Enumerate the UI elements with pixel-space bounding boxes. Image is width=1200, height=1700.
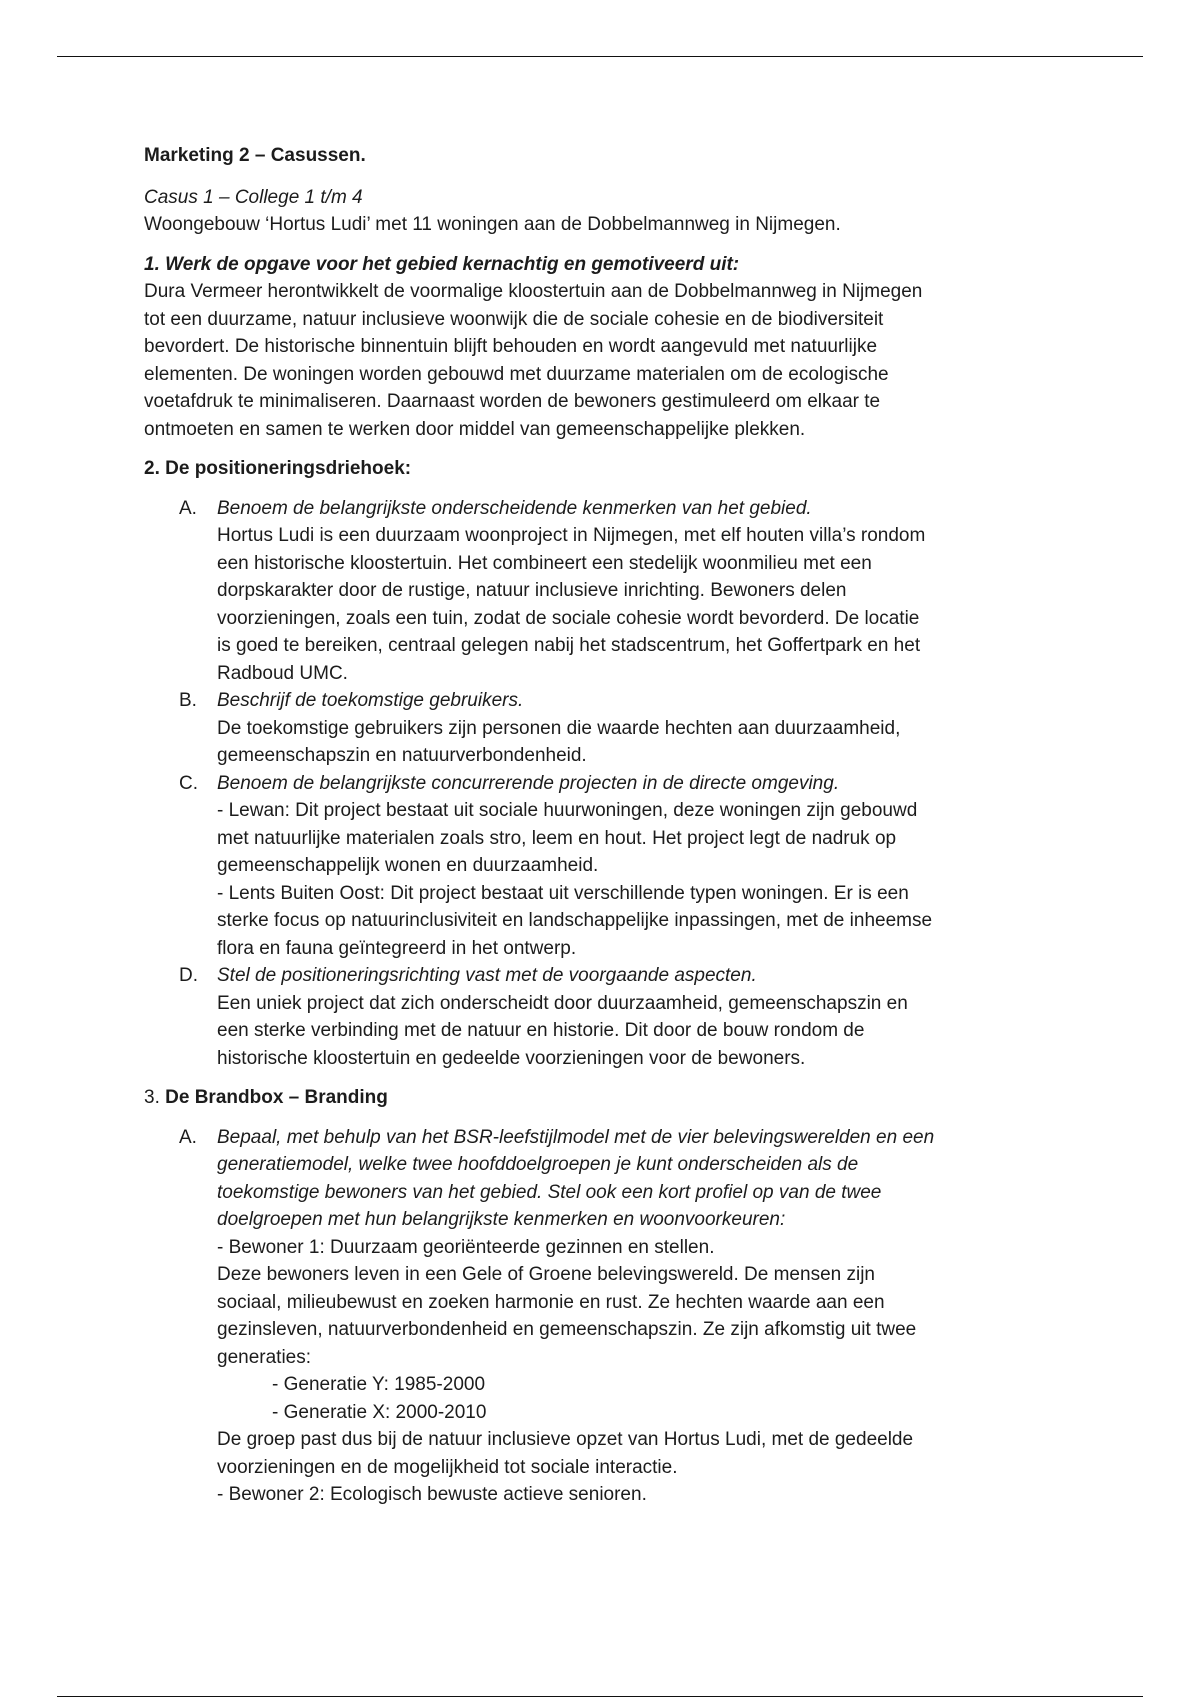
item-line: - Lents Buiten Oost: Dit project bestaat uit verschillende typen woningen. Er is een [217, 882, 909, 904]
item-line: - Bewoner 1: Duurzaam georiënteerde gezinnen en stellen. [217, 1236, 715, 1258]
item-question: Bepaal, met behulp van het BSR-leefstijlmodel met de vier belevingswerelden en een [217, 1126, 935, 1148]
list-item-c [144, 770, 1074, 963]
item-line: historische kloostertuin en gedeelde voorzieningen voor de bewoners. [217, 1047, 806, 1069]
list-item-b [144, 687, 1074, 770]
item-line: sociaal, milieubewust en zoeken harmonie en rust. Ze hechten waarde aan een [217, 1291, 885, 1313]
list-letter: A. [179, 1126, 197, 1148]
generation-item: - Generatie Y: 1985-2000 [272, 1374, 486, 1395]
question-1-line: ontmoeten en samen te werken door middel van gemeenschappelijke plekken. [144, 418, 806, 440]
list-letter: A. [179, 497, 197, 519]
header-rule [57, 56, 1143, 57]
item-question: Benoem de belangrijkste onderscheidende kenmerken van het gebied. [217, 497, 812, 519]
question-3-title: De Brandbox – Branding [165, 1087, 388, 1108]
item-line: voorzieningen en de mogelijkheid tot sociale interactie. [217, 1456, 678, 1478]
item-line: De groep past dus bij de natuur inclusieve opzet van Hortus Ludi, met de gedeelde [217, 1429, 914, 1450]
question-2-list [144, 495, 1074, 1073]
case-subtitle: Woongebouw ‘Hortus Ludi’ met 11 woningen aan de Dobbelmannweg in Nijmegen. [144, 214, 841, 235]
question-1-line: Dura Vermeer herontwikkelt de voormalige kloostertuin aan de Dobbelmannweg in Nijmegen [144, 281, 923, 302]
item-line: een historische kloostertuin. Het combineert een stedelijk woonmilieu met een [217, 552, 872, 574]
item-line: sterke focus op natuurinclusiviteit en landschappelijke inpassingen, met de inheemse [217, 910, 933, 931]
list-item-a [144, 1124, 1074, 1509]
list-item-d [144, 962, 1074, 1072]
list-letter: C. [179, 772, 198, 794]
question-1-line: tot een duurzame, natuur inclusieve woonwijk die de sociale cohesie en de biodiversiteit [144, 308, 884, 330]
item-line: Hortus Ludi is een duurzaam woonproject in Nijmegen, met elf houten villa’s rondom [217, 525, 926, 546]
item-line: met natuurlijke materialen zoals stro, leem en hout. Het project legt de nadruk op [217, 827, 897, 849]
question-3-list [144, 1124, 1074, 1509]
case-heading: Casus 1 – College 1 t/m 4 [144, 186, 363, 208]
question-1-line: elementen. De woningen worden gebouwd met duurzame materialen om de ecologische [144, 363, 889, 385]
question-1 [144, 251, 1074, 444]
footer-rule [57, 1696, 1143, 1697]
item-line: een sterke verbinding met de natuur en historie. Dit door de bouw rondom de [217, 1020, 865, 1041]
item-line: Radboud UMC. [217, 662, 348, 684]
question-3 [144, 1084, 1074, 1509]
item-question: toekomstige bewoners van het gebied. Stel ook een kort profiel op van de twee [217, 1181, 882, 1203]
document-body [144, 142, 1074, 1509]
question-3-number: 3. [144, 1087, 160, 1108]
item-question: doelgroepen met hun belangrijkste kenmerken en woonvoorkeuren: [217, 1209, 786, 1230]
item-line: is goed te bereiken, centraal gelegen nabij het stadscentrum, het Goffertpark en het [217, 635, 921, 656]
item-question: generatiemodel, welke twee hoofddoelgroepen je kunt onderscheiden als de [217, 1154, 859, 1175]
question-1-line: bevordert. De historische binnentuin blijft behouden en wordt aangevuld met natuurlijke [144, 336, 878, 357]
item-line: - Bewoner 2: Ecologisch bewuste actieve senioren. [217, 1484, 647, 1505]
list-letter: B. [179, 690, 197, 711]
item-line: Een uniek project dat zich onderscheidt door duurzaamheid, gemeenschapszin en [217, 992, 908, 1014]
item-line: De toekomstige gebruikers zijn personen die waarde hechten aan duurzaamheid, [217, 717, 901, 739]
item-question: Beschrijf de toekomstige gebruikers. [217, 690, 524, 711]
item-line: - Lewan: Dit project bestaat uit sociale huurwoningen, deze woningen zijn gebouwd [217, 800, 918, 821]
item-line: gemeenschappelijk wonen en duurzaamheid. [217, 855, 599, 876]
document-title: Marketing 2 – Casussen. [144, 145, 366, 166]
list-letter: D. [179, 965, 198, 986]
question-2-heading: 2. De positioneringsdriehoek: [144, 458, 412, 479]
question-3-heading [144, 1084, 1074, 1112]
item-line: gezinsleven, natuurverbondenheid en gemeenschapszin. Ze zijn afkomstig uit twee [217, 1319, 917, 1340]
generation-item: - Generatie X: 2000-2010 [272, 1401, 487, 1423]
item-question: Stel de positioneringsrichting vast met de voorgaande aspecten. [217, 965, 757, 986]
item-line: generaties: [217, 1346, 312, 1368]
item-line: gemeenschapszin en natuurverbondenheid. [217, 745, 587, 766]
list-item-a [144, 495, 1074, 688]
item-line: voorzieningen, zoals een tuin, zodat de sociale cohesie wordt bevorderd. De locatie [217, 607, 920, 629]
item-line: Deze bewoners leven in een Gele of Groene belevingswereld. De mensen zijn [217, 1264, 875, 1285]
question-1-line: voetafdruk te minimaliseren. Daarnaast worden de bewoners gestimuleerd om elkaar te [144, 391, 881, 412]
item-line: dorpskarakter door de rustige, natuur inclusieve inrichting. Bewoners delen [217, 580, 847, 601]
item-line: flora en fauna geïntegreerd in het ontwerp. [217, 937, 577, 959]
item-question: Benoem de belangrijkste concurrerende projecten in de directe omgeving. [217, 772, 840, 794]
question-2 [144, 455, 1074, 1072]
question-1-heading: 1. Werk de opgave voor het gebied kernachtig en gemotiveerd uit: [144, 253, 740, 275]
